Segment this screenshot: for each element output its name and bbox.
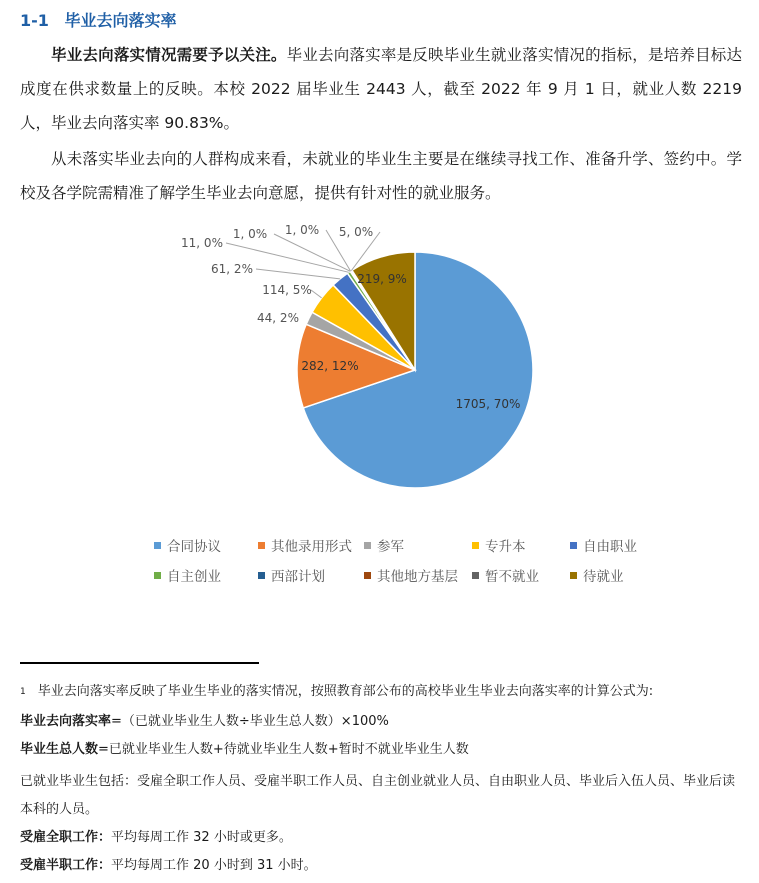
footnote-marker: 1 xyxy=(20,687,26,697)
legend-item-awaiting-employment xyxy=(570,565,670,585)
fulltime-label: 受雇全职工作： xyxy=(20,830,112,845)
legend-swatch xyxy=(258,542,265,549)
legend-swatch xyxy=(364,542,371,549)
legend-item-upgrade-undergrad xyxy=(472,535,570,555)
formula-total xyxy=(20,740,750,760)
data-label-freelance: 61, 2% xyxy=(211,262,253,276)
legend-swatch xyxy=(472,572,479,579)
section-title: 毕业去向落实率 xyxy=(64,11,177,30)
data-label-contract: 1705, 70% xyxy=(455,397,521,411)
footnote-1 xyxy=(20,682,750,702)
legend-item-local-grassroots xyxy=(364,565,472,585)
data-label-other-hiring: 282, 12% xyxy=(301,359,359,373)
legend-item-contract xyxy=(154,535,258,555)
legend-item-self-employed xyxy=(154,565,258,585)
legend-item-military xyxy=(364,535,472,555)
legend-swatch xyxy=(258,572,265,579)
paragraph-1-lead: 毕业去向落实情况需要予以关注。 xyxy=(51,46,287,64)
parttime-text: 平均每周工作 20 小时到 31 小时。 xyxy=(111,858,317,873)
legend-swatch xyxy=(154,542,161,549)
fulltime-text: 平均每周工作 32 小时或更多。 xyxy=(111,830,292,845)
legend-label: 参军 xyxy=(377,539,404,555)
parttime-definition xyxy=(20,856,750,876)
formula-rate-text: =（已就业毕业生人数÷毕业生总人数）×100% xyxy=(111,714,389,729)
legend-swatch xyxy=(154,572,161,579)
legend-label: 其他地方基层 xyxy=(377,569,458,585)
data-label-awaiting-employment: 219, 9% xyxy=(357,272,407,286)
legend-label: 暂不就业 xyxy=(485,569,539,585)
data-label-upgrade-undergrad: 114, 5% xyxy=(262,283,312,297)
legend-label: 合同协议 xyxy=(167,539,221,555)
formula-rate-label: 毕业去向落实率 xyxy=(20,714,112,729)
legend-label: 西部计划 xyxy=(271,569,325,585)
leader-line-western-program xyxy=(274,234,350,271)
legend-label: 待就业 xyxy=(583,569,624,585)
paragraph-2-text: 从未落实毕业去向的人群构成来看，未就业的毕业生主要是在继续寻找工作、准备升学、签约中。学校及各学院需精准了解学生毕业去向意愿，提供有针对性的就业服务。 xyxy=(20,150,742,202)
chart-legend xyxy=(154,530,714,590)
data-label-not-employed-yet: 5, 0% xyxy=(338,225,374,239)
legend-item-freelance xyxy=(570,535,670,555)
parttime-label: 受雇半职工作： xyxy=(20,858,112,873)
legend-label: 自主创业 xyxy=(167,569,221,585)
legend-item-western-program xyxy=(258,565,364,585)
footnote-line1: 毕业去向落实率反映了毕业生毕业的落实情况，按照教育部公布的高校毕业生毕业去向落实率的计算公式为: xyxy=(37,684,654,699)
formula-rate xyxy=(20,712,750,732)
legend-item-other-hiring xyxy=(258,535,364,555)
legend-item-not-employed-yet xyxy=(472,565,570,585)
data-label-local-grassroots: 1, 0% xyxy=(284,223,320,237)
legend-swatch xyxy=(570,572,577,579)
data-label-military: 44, 2% xyxy=(257,311,299,325)
legend-label: 专升本 xyxy=(485,539,526,555)
data-label-self-employed: 11, 0% xyxy=(181,236,223,250)
legend-label: 其他录用形式 xyxy=(271,539,352,555)
formula-total-text: =已就业毕业生人数+待就业毕业生人数+暂时不就业毕业生人数 xyxy=(98,742,469,757)
legend-swatch xyxy=(472,542,479,549)
legend-swatch xyxy=(570,542,577,549)
employed-definition: 已就业毕业生包括：受雇全职工作人员、受雇半职工作人员、自主创业就业人员、自由职业人员、毕业后入伍人员、毕业后读本科的人员。 xyxy=(20,774,736,817)
data-label-western-program: 1, 0% xyxy=(232,227,268,241)
footnote-divider xyxy=(20,662,259,664)
formula-total-label: 毕业生总人数 xyxy=(20,742,99,757)
legend-row xyxy=(154,560,714,590)
fulltime-definition xyxy=(20,828,750,848)
legend-label: 自由职业 xyxy=(583,539,637,555)
section-number: 1-1 xyxy=(20,11,49,30)
leader-line-upgrade-undergrad xyxy=(311,290,322,298)
legend-swatch xyxy=(364,572,371,579)
legend-row xyxy=(154,530,714,560)
leader-line-freelance xyxy=(256,269,340,279)
paragraph-1-text: 毕业去向落实率是反映毕业生就业落实情况的指标，是培养目标达成度在供求数量上的反映。本校 2022 届毕业生 2443 人，截至 2022 年 9 月 1 日，就业人数 2219 人，毕业去向落实率 90.83%。 xyxy=(20,46,742,132)
